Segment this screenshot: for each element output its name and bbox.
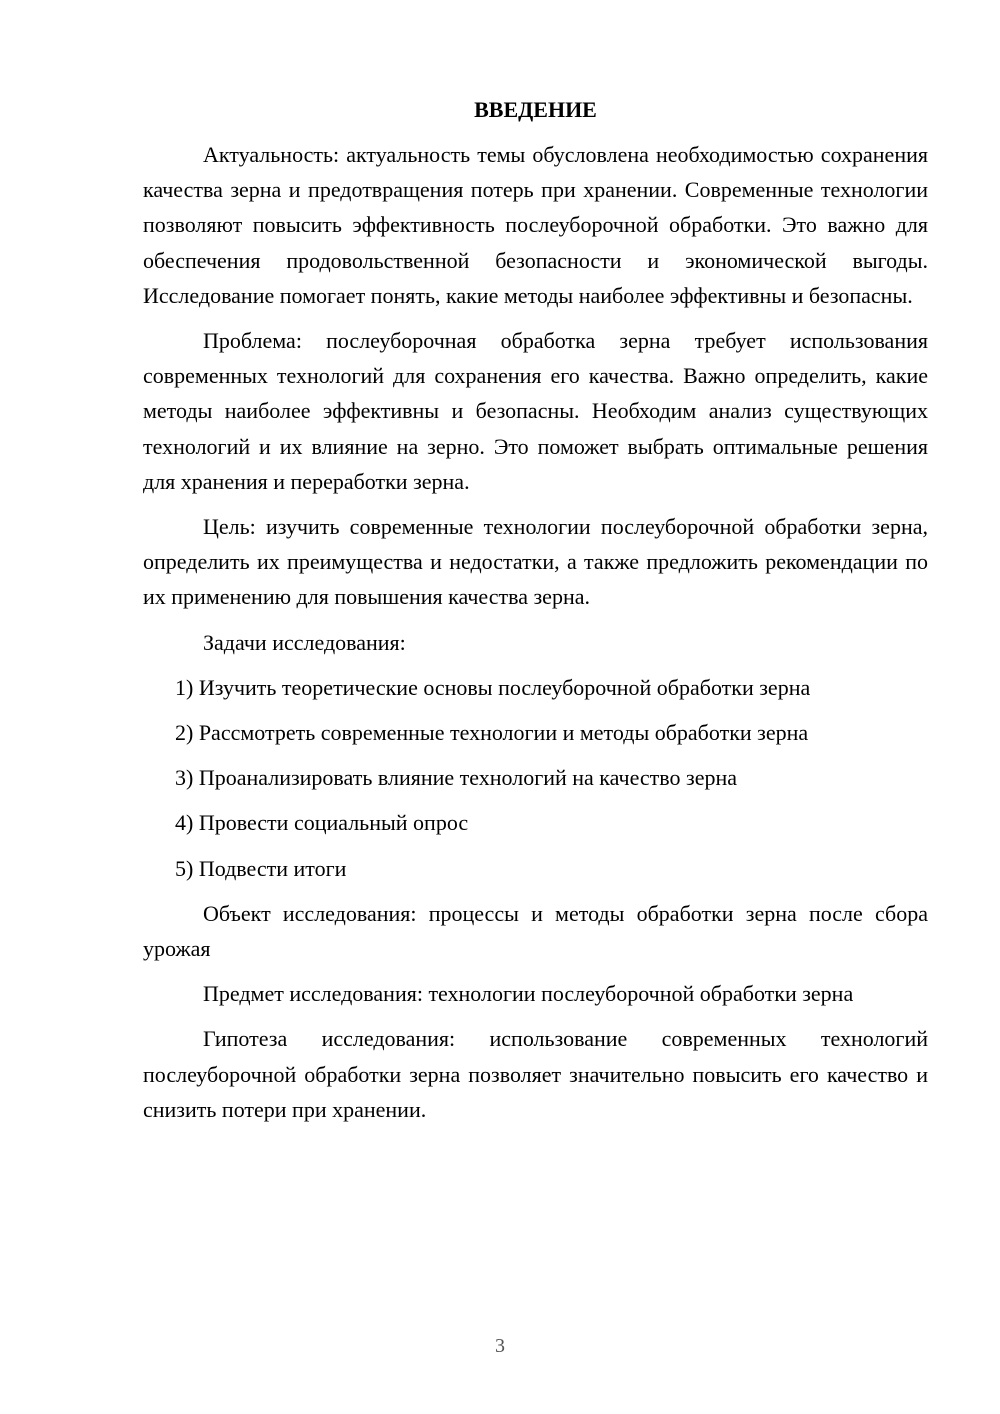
- paragraph-goal: Цель: изучить современные технологии послеуборочной обработки зерна, определить их преимущества и недостатки, а также предложить рекомендации по их применению для повышения качества зерна.: [143, 514, 928, 610]
- task-item: 4) Провести социальный опрос: [175, 810, 469, 836]
- task-item: 5) Подвести итоги: [175, 855, 347, 881]
- page-content: [143, 92, 928, 1137]
- paragraph-hypothesis: Гипотеза исследования: использование современных технологий послеуборочной обработки зерна позволяет значительно повысить его качество и снизить потери при хранении.: [143, 1026, 928, 1122]
- task-item: 3) Проанализировать влияние технологий на качество зерна: [175, 765, 738, 791]
- task-item: 2) Рассмотреть современные технологии и методы обработки зерна: [175, 720, 809, 746]
- section-title: ВВЕДЕНИЕ: [474, 97, 597, 122]
- paragraph-subject: Предмет исследования: технологии послеуборочной обработки зерна: [203, 981, 854, 1007]
- page-number: 3: [495, 1335, 505, 1357]
- task-item: 1) Изучить теоретические основы послеуборочной обработки зерна: [175, 674, 811, 700]
- paragraph-relevance: Актуальность: актуальность темы обусловлена необходимостью сохранения качества зерна и предотвращения потерь при хранении. Современные технологии позволяют повысить эффективность послеуборочной обработки. Это важно для обеспечения продовольственной безопасности и экономической выгоды. Исследование помогает понять, какие методы наиболее эффективны и безопасны.: [143, 142, 928, 308]
- tasks-heading: Задачи исследования:: [203, 629, 406, 655]
- paragraph-problem: Проблема: послеуборочная обработка зерна требует использования современных технологий для сохранения его качества. Важно определить, какие методы наиболее эффективны и безопасны. Необходим анализ существующих технологий и их влияние на зерно. Это поможет выбрать оптимальные решения для хранения и переработки зерна.: [143, 328, 928, 494]
- paragraph-object: Объект исследования: процессы и методы обработки зерна после сбора урожая: [143, 900, 928, 962]
- tasks-list: [143, 670, 928, 886]
